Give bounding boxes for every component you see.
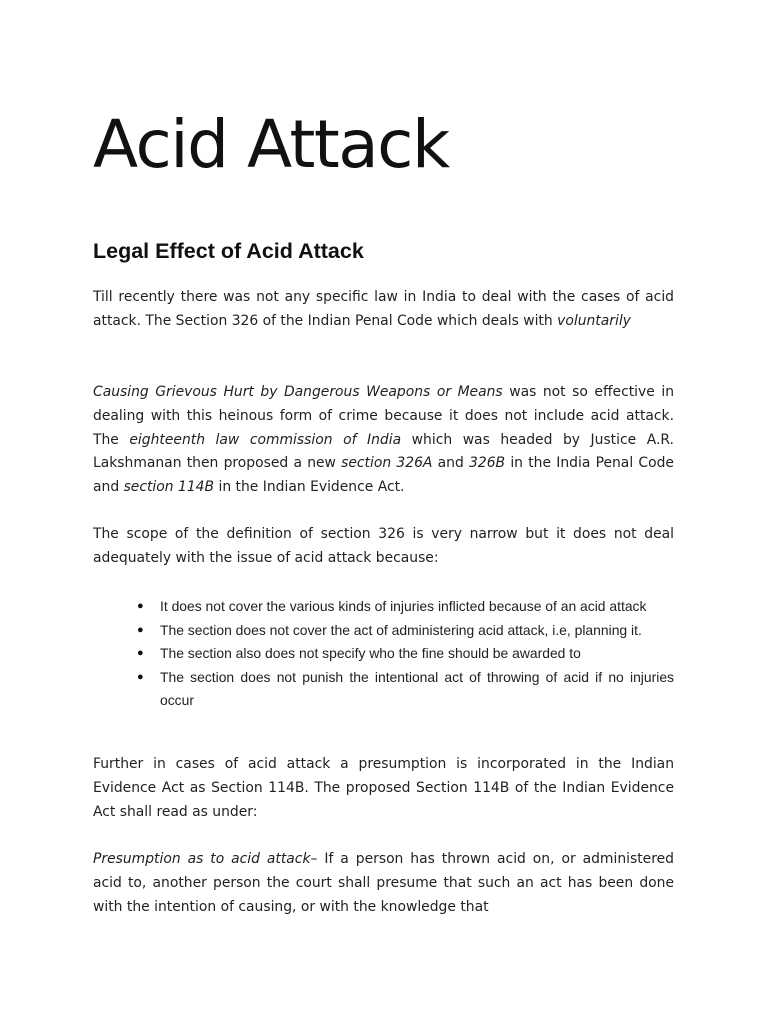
- document-title: Acid Attack: [93, 106, 449, 183]
- bullet-icon: ●: [137, 623, 144, 636]
- list-item-text: The section does not cover the act of administering acid attack, i.e, planning it.: [160, 621, 642, 638]
- presumption-italic: Presumption as to acid attack: [93, 851, 311, 867]
- list-item: [93, 619, 674, 643]
- law-commission-italic: eighteenth law commission of India: [129, 431, 402, 448]
- paragraph-text: in the Indian Evidence Act.: [214, 479, 405, 496]
- paragraph-section-114b: [93, 848, 674, 919]
- bullet-icon: ●: [137, 647, 144, 660]
- paragraph-intro-text: Till recently there was not any specific law in India to deal with the cases of acid attack. The Section 326 of the Indian Penal Code which deals with: [93, 289, 674, 329]
- paragraph-intro: [93, 286, 674, 334]
- list-item-text: The section also does not specify who the fine should be awarded to: [160, 645, 581, 662]
- list-item: [93, 642, 674, 666]
- paragraph-intro-italic: voluntarily: [557, 312, 631, 329]
- paragraph-text: and: [432, 455, 470, 472]
- bullet-icon: ●: [137, 600, 144, 612]
- paragraph-text: which was headed by Justice A.R. Lakshmanan then proposed a new: [93, 431, 674, 472]
- list-item-text: It does not cover the various kinds of injuries inflicted because of an acid attack: [160, 598, 647, 614]
- bullet-icon: ●: [137, 670, 144, 683]
- section-326a-italic: section 326A: [341, 455, 433, 472]
- offence-name-italic: Causing Grievous Hurt by Dangerous Weapons or Means: [93, 384, 503, 400]
- list-item: [93, 666, 674, 713]
- list-item: [93, 595, 674, 619]
- paragraph-grievous-hurt: [93, 381, 674, 500]
- section-114b-italic: section 114B: [123, 479, 215, 496]
- paragraph-text: – If a person has thrown acid on, or administered acid to, another person the court shall presume that such an act has been done with the intention of causing, or with the knowledge that: [93, 851, 674, 915]
- section-heading: Legal Effect of Acid Attack: [93, 239, 364, 263]
- list-item-text: The section does not punish the intentional act of throwing of acid if no injuries occur: [160, 668, 674, 709]
- paragraph-text: in the India Penal Code and: [93, 455, 674, 496]
- paragraph-scope: The scope of the definition of section 326 is very narrow but it does not deal adequately with the issue of acid attack because:: [93, 526, 674, 566]
- paragraph-presumption: Further in cases of acid attack a presumption is incorporated in the Indian Evidence Act as Section 114B. The proposed Section 114B of the Indian Evidence Act shall read as under:: [93, 756, 674, 820]
- bullet-list: [93, 595, 674, 713]
- section-326b-italic: 326B: [469, 455, 506, 472]
- paragraph-text: was not so effective in dealing with this heinous form of crime because it does not include acid attack. The: [93, 384, 674, 448]
